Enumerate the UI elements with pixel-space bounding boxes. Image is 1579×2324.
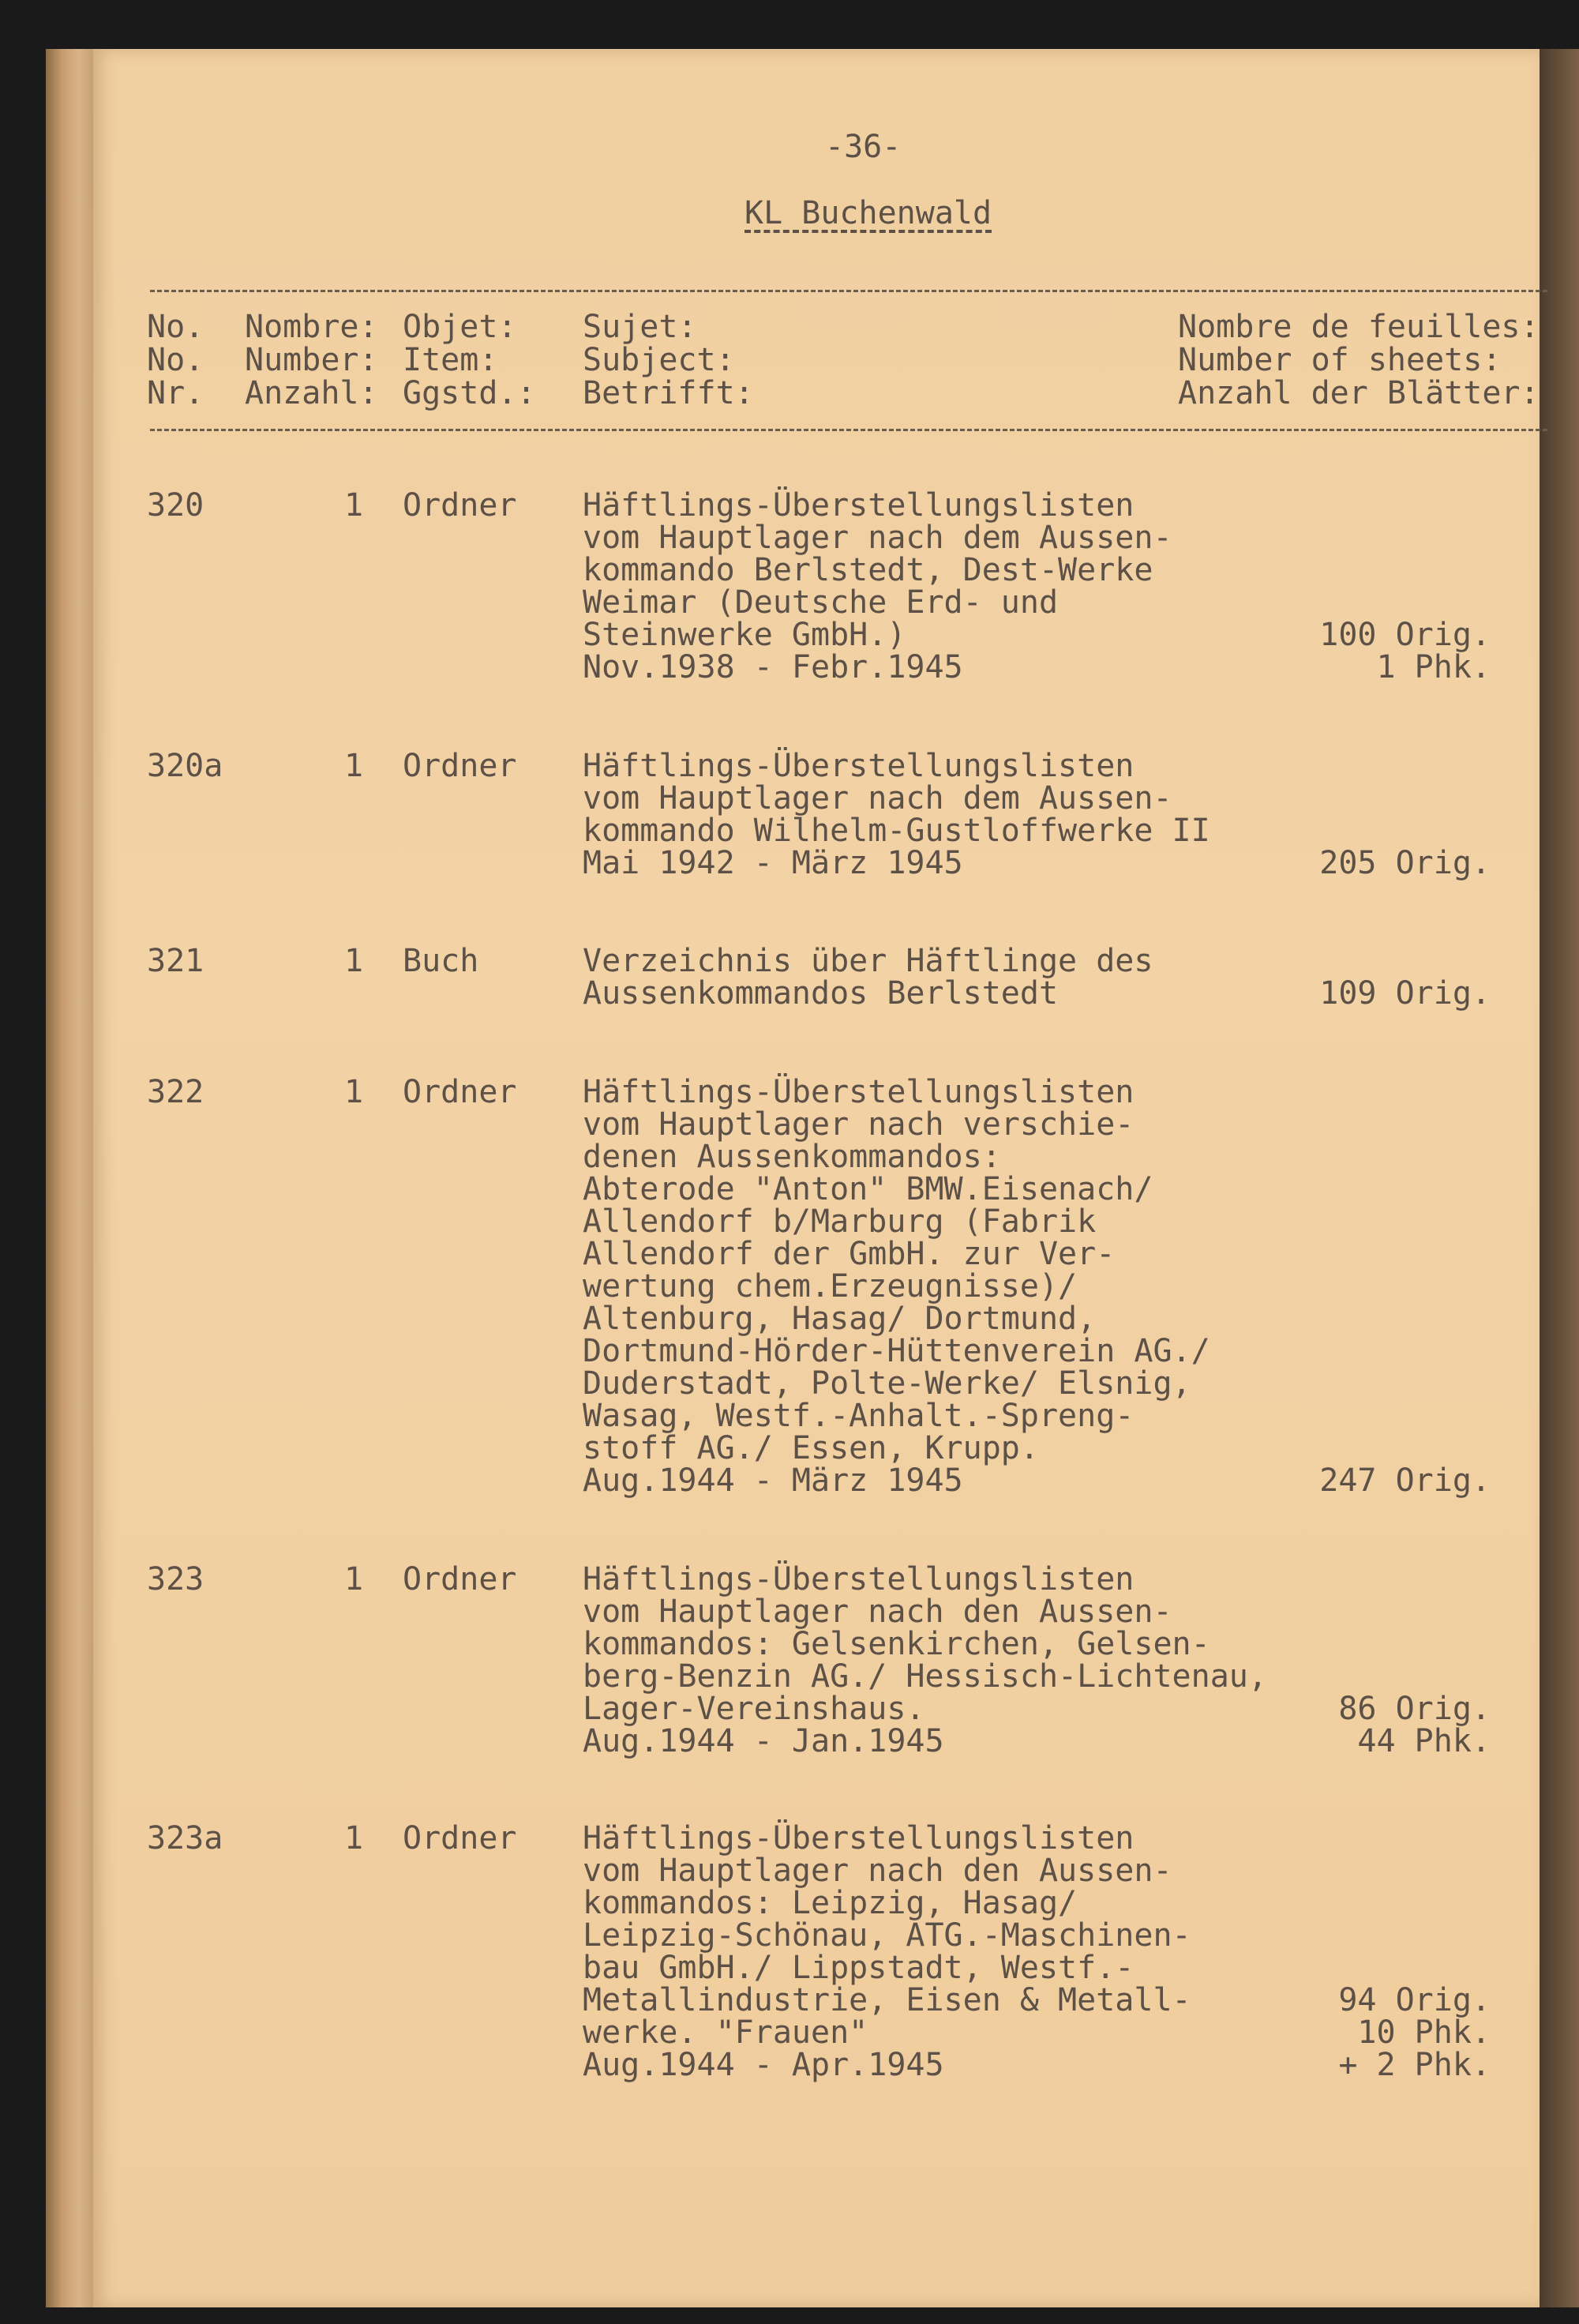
entry-sheet-count: 205 Orig. <box>1319 845 1491 881</box>
header-number-de: Anzahl: <box>245 375 378 411</box>
header-item-fr: Objet: <box>403 309 517 345</box>
entry-subject-line: kommandos: Leipzig, Hasag/ <box>583 1885 1078 1921</box>
entry-item-type: Ordner <box>403 487 517 524</box>
entry-subject-line: kommando Berlstedt, Dest-Werke <box>583 552 1153 588</box>
entry-subject-line: vom Hauptlager nach dem Aussen- <box>583 780 1172 817</box>
header-rule-bottom <box>150 429 1547 431</box>
entry-number: 323 <box>147 1561 204 1598</box>
entry-subject-line: Häftlings-Überstellungslisten <box>583 1561 1135 1598</box>
header-subject-fr: Sujet: <box>583 309 697 345</box>
page-number: -36- <box>825 129 902 165</box>
entry-number: 321 <box>147 943 204 979</box>
entry-item-type: Ordner <box>403 1074 517 1110</box>
entry-subject-line: vom Hauptlager nach den Aussen- <box>583 1853 1172 1889</box>
entry-subject-line: wertung chem.Erzeugnisse)/ <box>583 1268 1078 1305</box>
entry-number: 323a <box>147 1820 223 1857</box>
header-item-en: Item: <box>403 342 498 378</box>
entry-subject-line: berg-Benzin AG./ Hessisch-Lichtenau, <box>583 1658 1267 1695</box>
entry-sheet-count: 10 Phk. <box>1357 2014 1491 2051</box>
entry-number: 320 <box>147 487 204 524</box>
adjacent-page-edge <box>1540 49 1579 2307</box>
entry-number: 322 <box>147 1074 204 1110</box>
entry-subject-line: Aug.1944 - Apr.1945 <box>583 2047 944 2083</box>
entry-subject-line: Dortmund-Hörder-Hüttenverein AG./ <box>583 1333 1210 1369</box>
entry-subject-line: bau GmbH./ Lippstadt, Westf.- <box>583 1950 1135 1986</box>
entry-subject-line: Wasag, Westf.-Anhalt.-Spreng- <box>583 1398 1135 1434</box>
header-sheets-en: Number of sheets: <box>1178 342 1502 378</box>
entry-subject-line: Allendorf der GmbH. zur Ver- <box>583 1236 1116 1272</box>
entry-subject-line: Häftlings-Überstellungslisten <box>583 748 1135 784</box>
entry-subject-line: Häftlings-Überstellungslisten <box>583 487 1135 524</box>
entry-subject-line: stoff AG./ Essen, Krupp. <box>583 1430 1039 1466</box>
entry-subject-line: kommandos: Gelsenkirchen, Gelsen- <box>583 1626 1210 1662</box>
entry-subject-line: kommando Wilhelm-Gustloffwerke II <box>583 813 1210 849</box>
page-title: KL Buchenwald <box>744 195 992 231</box>
entry-sheet-count: 247 Orig. <box>1319 1462 1491 1499</box>
entry-subject-line: vom Hauptlager nach den Aussen- <box>583 1594 1172 1630</box>
entry-subject-line: Duderstadt, Polte-Werke/ Elsnig, <box>583 1365 1191 1402</box>
entry-item-type: Ordner <box>403 748 517 784</box>
entry-sheet-count: + 2 Phk. <box>1338 2047 1491 2083</box>
entry-sheet-count: 86 Orig. <box>1338 1691 1491 1727</box>
entry-subject-line: Verzeichnis über Häftlinge des <box>583 943 1153 979</box>
header-rule-top <box>150 290 1547 292</box>
header-subject-en: Subject: <box>583 342 735 378</box>
entry-subject-line: Mai 1942 - März 1945 <box>583 845 963 881</box>
entry-sheet-count: 109 Orig. <box>1319 975 1491 1012</box>
entry-subject-line: denen Aussenkommandos: <box>583 1139 1001 1175</box>
entry-subject-line: Nov.1938 - Febr.1945 <box>583 649 963 685</box>
entry-quantity: 1 <box>344 487 364 524</box>
entry-sheet-count: 44 Phk. <box>1357 1723 1491 1759</box>
entry-subject-line: Leipzig-Schönau, ATG.-Maschinen- <box>583 1917 1191 1954</box>
entry-quantity: 1 <box>344 1074 364 1110</box>
header-item-de: Ggstd.: <box>403 375 536 411</box>
entry-subject-line: Altenburg, Hasag/ Dortmund, <box>583 1301 1097 1337</box>
header-no-fr: No. <box>147 309 204 345</box>
entry-quantity: 1 <box>344 748 364 784</box>
header-no-de: Nr. <box>147 375 204 411</box>
entry-sheet-count: 94 Orig. <box>1338 1982 1491 2018</box>
header-subject-de: Betrifft: <box>583 375 754 411</box>
header-no-en: No. <box>147 342 204 378</box>
entry-subject-line: Lager-Vereinshaus. <box>583 1691 925 1727</box>
entry-subject-line: Weimar (Deutsche Erd- und <box>583 584 1059 621</box>
entry-sheet-count: 1 Phk. <box>1376 649 1491 685</box>
entry-subject-line: Häftlings-Überstellungslisten <box>583 1820 1135 1857</box>
entry-subject-line: Steinwerke GmbH.) <box>583 617 906 653</box>
entry-item-type: Buch <box>403 943 479 979</box>
header-number-en: Number: <box>245 342 378 378</box>
header-number-fr: Nombre: <box>245 309 378 345</box>
entry-item-type: Ordner <box>403 1820 517 1857</box>
entry-subject-line: Aug.1944 - Jan.1945 <box>583 1723 944 1759</box>
header-sheets-de: Anzahl der Blätter: <box>1178 375 1540 411</box>
entry-subject-line: vom Hauptlager nach verschie- <box>583 1106 1135 1143</box>
entry-subject-line: Metallindustrie, Eisen & Metall- <box>583 1982 1191 2018</box>
entry-subject-line: werke. "Frauen" <box>583 2014 868 2051</box>
entry-quantity: 1 <box>344 1820 364 1857</box>
entry-sheet-count: 100 Orig. <box>1319 617 1491 653</box>
entry-number: 320a <box>147 748 223 784</box>
header-sheets-fr: Nombre de feuilles: <box>1178 309 1540 345</box>
entry-subject-line: vom Hauptlager nach dem Aussen- <box>583 520 1172 556</box>
entry-subject-line: Aussenkommandos Berlstedt <box>583 975 1059 1012</box>
entry-quantity: 1 <box>344 1561 364 1598</box>
entry-subject-line: Allendorf b/Marburg (Fabrik <box>583 1203 1097 1240</box>
entry-subject-line: Aug.1944 - März 1945 <box>583 1462 963 1499</box>
entry-item-type: Ordner <box>403 1561 517 1598</box>
entry-subject-line: Abterode "Anton" BMW.Eisenach/ <box>583 1171 1153 1207</box>
entry-subject-line: Häftlings-Überstellungslisten <box>583 1074 1135 1110</box>
entry-quantity: 1 <box>344 943 364 979</box>
